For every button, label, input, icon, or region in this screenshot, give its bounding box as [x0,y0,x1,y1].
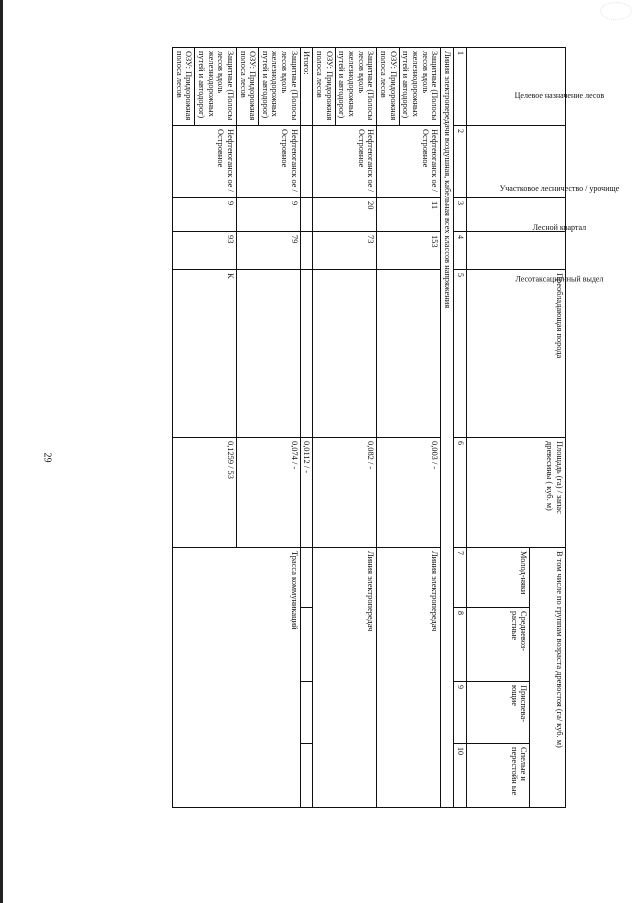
col-number: 5 [454,270,467,438]
column-numbers-row [454,48,467,808]
forestry-cell: Нефтеюганск ое / Островное [313,126,377,198]
table-row [335,48,377,808]
purpose-cell: ОЗУ: Придорожная полоса лесов [172,48,194,126]
species-cell [377,270,441,438]
quarter-cell: 11 [377,198,441,232]
note-cell: Линия электропередач [313,548,377,808]
purpose-cell: ОЗУ: Придорожная полоса лесов [313,48,335,126]
area-cell: 0,082 / - [313,438,377,548]
col-number: 3 [454,198,467,232]
header-section: Лесотаксационный выдел [467,232,566,270]
section-cell: 153 [377,232,441,270]
note-cell: Трасса коммуникаций [172,548,300,808]
purpose-cell: ОЗУ: Придорожная полоса лесов [377,48,399,126]
rotated-table [94,47,620,807]
total-value: 0,0112 / - [300,438,313,548]
table-row [259,48,301,808]
header-mature: Спелые и перестойн ые [467,744,530,808]
header-forestry: Участковое лесничество / урочище [467,126,566,198]
quarter-cell: 9 [172,198,236,232]
forestry-cell: Нефтеюганск ое / Островное [377,126,441,198]
col-number: 10 [454,744,467,808]
header-ripening: Приспева-ющие [467,682,530,744]
header-middle: Средневоз-растные [467,608,530,682]
forest-table [172,47,620,808]
purpose-cell: ОЗУ: Придорожная полоса лесов [236,48,258,126]
table-row [399,48,441,808]
col-number: 1 [454,48,467,126]
section-cell: 73 [313,232,377,270]
forestry-cell: Нефтеюганск ое / Островное [172,126,236,198]
header-young: Молод-няки [467,548,530,608]
header-area: Площадь (га) / запас древесины ( куб. м) [467,438,566,548]
col-number: 9 [454,682,467,744]
section-cell: 93 [172,232,236,270]
quarter-cell: 20 [313,198,377,232]
page-number: 29 [41,452,53,463]
note-cell: Линия электропередач [377,548,441,808]
purpose-cell: Защитные (Полосы лесов вдоль железнодорожных путей и автодорог) [399,48,441,126]
table-viewport [94,47,620,807]
purpose-cell: Защитные (Полосы лесов вдоль железнодорожных путей и автодорог) [195,48,237,126]
purpose-cell: Защитные (Полосы лесов вдоль железнодорожных путей и автодорог) [335,48,377,126]
area-cell: 0,003 / - [377,438,441,548]
header-quarter: Лесной квартал [467,198,566,232]
area-cell: 0,074 / - [236,438,300,548]
species-cell [236,270,300,438]
section-title-row [441,48,454,808]
header-purpose: Целевое назначение лесов [467,48,566,126]
scan-edge [0,0,3,903]
stamp-mark [600,2,632,20]
col-number: 8 [454,608,467,682]
header-species: Преобладающая порода [467,270,566,438]
header-age-group: В том числе по группам возраста древостоя (га/ куб. м) [530,548,566,808]
species-cell: К [172,270,236,438]
col-number: 6 [454,438,467,548]
col-number: 4 [454,232,467,270]
forestry-cell: Нефтеюганск ое / Островное [236,126,300,198]
quarter-cell: 9 [236,198,300,232]
purpose-cell: Защитные (Полосы лесов вдоль железнодорожных путей и автодорог) [259,48,301,126]
section-cell: 79 [236,232,300,270]
section-title: Линия электропередачи воздушная, кабельная всех классов напряжения [441,48,454,808]
col-number: 7 [454,548,467,608]
species-cell [313,270,377,438]
total-label: Итого: [300,48,313,126]
total-row [300,48,313,808]
col-number: 2 [454,126,467,198]
area-cell: 0,1259 / 53 [172,438,236,548]
